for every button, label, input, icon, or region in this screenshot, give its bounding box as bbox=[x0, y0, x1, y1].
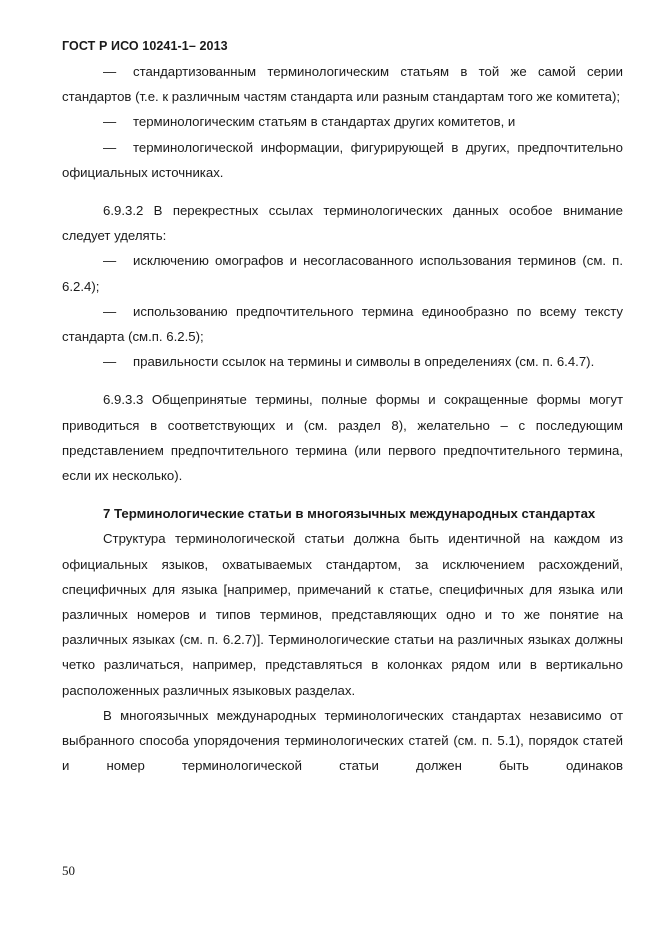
bullet-item: — правильности ссылок на термины и символы в определениях (см. п. 6.4.7). bbox=[62, 349, 623, 374]
clause-6-9-3-3: 6.9.3.3 Общепринятые термины, полные формы и сокращенные формы могут приводиться в соответствующих и (см. раздел 8), желательно – с последующим представлением предпочтительного термина (или первого предпочтительного термина, если их несколько). bbox=[62, 392, 623, 484]
bullet-item: — исключению омографов и несогласованного использования терминов (см. п. 6.2.4); bbox=[62, 248, 623, 298]
bullet-item: — терминологическим статьям в стандартах других комитетов, и bbox=[62, 109, 623, 134]
page-number: 50 bbox=[62, 863, 75, 878]
document-header: ГОСТ Р ИСО 10241-1– 2013 bbox=[62, 39, 228, 53]
bullet-dash: — bbox=[103, 64, 117, 79]
document-body bbox=[62, 59, 623, 778]
section-7-paragraph: В многоязычных международных терминологических стандартах независимо от выбранного способа упорядочения терминологических статей (см. п. 5.1), порядок статей и номер терминологической статьи должен быть одинаков bbox=[62, 707, 623, 774]
bullet-dash: — bbox=[103, 354, 117, 370]
bullet-dash: — bbox=[103, 253, 117, 269]
bullet-dash: — bbox=[103, 139, 117, 155]
section-7-paragraph: Структура терминологической статьи должна быть идентичной на каждом из официальных языков, охватываемых стандартом, за исключением расхождений, специфичных для языка [например, примечаний к статье, специфичных для языка или различных номеров и типов терминов, представляющих одно и то же понятие на различных языках (см. п. 6.2.7)]. Терминологические статьи на различных языках должны четко различаться, например, представляться в колонках рядом или в вертикально расположенных различных языковых разделах. bbox=[62, 531, 623, 698]
bullet-item: — терминологической информации, фигурирующей в других, предпочтительно официальных источниках. bbox=[62, 135, 623, 185]
clause-6-9-3-2-intro: 6.9.3.2 В перекрестных ссылах терминологических данных особое внимание следует уделять: bbox=[62, 203, 623, 244]
bullet-item: — стандартизованным терминологическим статьям в той же самой серии стандартов (т.е. к различным частям стандарта или разным стандартам того же комитета); bbox=[62, 59, 623, 109]
section-7-heading: 7 Терминологические статьи в многоязычных международных стандартах bbox=[103, 506, 596, 522]
bullet-dash: — bbox=[103, 114, 117, 130]
bullet-dash: — bbox=[103, 303, 117, 319]
bullet-item: — использованию предпочтительного термина единообразно по всему тексту стандарта (см.п. 6.2.5); bbox=[62, 299, 623, 349]
